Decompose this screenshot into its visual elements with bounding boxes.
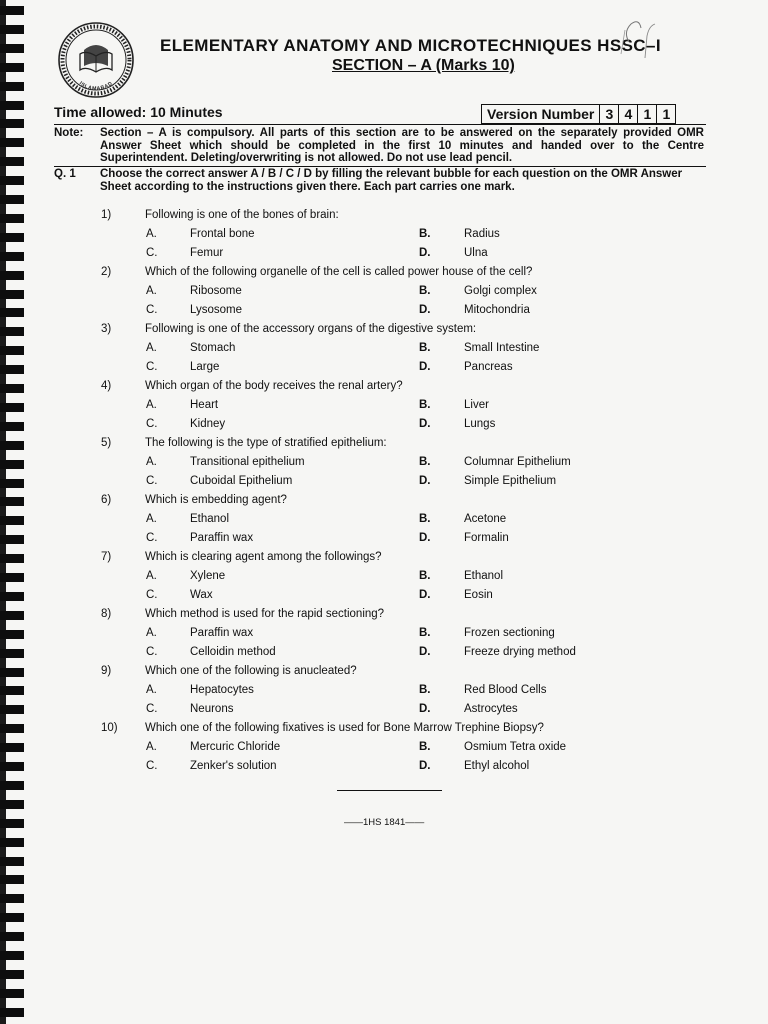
note-label: Note: [54, 127, 84, 139]
binding-hole [0, 573, 24, 582]
option-letter: D. [419, 646, 431, 658]
version-digit: 1 [662, 106, 671, 122]
svg-text:ISLAMABAD: ISLAMABAD [77, 80, 115, 93]
option-text: Small Intestine [464, 342, 540, 354]
option-text: Hepatocytes [190, 684, 254, 696]
option-text: Xylene [190, 570, 226, 582]
question-text: Which organ of the body receives the renal artery? [145, 380, 403, 392]
binding-hole [0, 25, 24, 34]
question-text: The following is the type of stratified epithelium: [145, 437, 387, 449]
option-letter: A. [146, 513, 157, 525]
question-block-instructions: Choose the correct answer A / B / C / D by filling the relevant bubble for each question on the OMR Answer Sheet according to the instructions given there. Each part carries one mark. [100, 168, 683, 193]
binding-strip [0, 0, 26, 1024]
question-number: 10) [101, 722, 118, 734]
board-seal-logo [56, 20, 136, 100]
question-number: 8) [101, 608, 112, 620]
option-letter: B. [419, 228, 431, 240]
option-letter: C. [146, 646, 158, 658]
option-letter: A. [146, 285, 157, 297]
binding-hole [0, 6, 24, 15]
option-text: Ethanol [190, 513, 230, 525]
option-text: Radius [464, 228, 500, 240]
option-text: Eosin [464, 589, 493, 601]
option-letter: D. [419, 475, 431, 487]
question-text: Following is one of the bones of brain: [145, 209, 339, 221]
option-text: Paraffin wax [190, 532, 254, 544]
binding-hole [0, 460, 24, 469]
option-letter: B. [419, 741, 431, 753]
option-letter: C. [146, 247, 158, 259]
question-text: Following is one of the accessory organs of the digestive system: [145, 323, 477, 335]
binding-hole [0, 743, 24, 752]
option-letter: C. [146, 475, 158, 487]
note-text: Section – A is compulsory. All parts of this section are to be answered on the separately provided OMR Answer Sheet which should be completed in the first 10 minutes and handed over to the Centre Superintendent. Deleting/overwriting is not allowed. Do not use lead pencil. [100, 127, 704, 165]
question-block-label: Q. 1 [54, 168, 76, 180]
binding-hole [0, 913, 24, 922]
binding-hole [0, 157, 24, 166]
option-text: Ethyl alcohol [464, 760, 530, 772]
question-text: Which one of the following is anucleated? [145, 665, 357, 677]
option-letter: A. [146, 456, 157, 468]
binding-rail [0, 0, 6, 1024]
binding-hole [0, 516, 24, 525]
question-number: 6) [101, 494, 112, 506]
binding-hole [0, 403, 24, 412]
option-letter: A. [146, 399, 157, 411]
binding-hole [0, 233, 24, 242]
binding-hole [0, 686, 24, 695]
question-number: 1) [101, 209, 112, 221]
binding-hole [0, 951, 24, 960]
option-text: Lysosome [190, 304, 242, 316]
option-letter: B. [419, 456, 431, 468]
binding-hole [0, 970, 24, 979]
binding-hole [0, 1008, 24, 1017]
option-letter: C. [146, 361, 158, 373]
binding-hole [0, 119, 24, 128]
option-text: Large [190, 361, 220, 373]
option-text: Golgi complex [464, 285, 537, 297]
option-letter: A. [146, 342, 157, 354]
option-text: Lungs [464, 418, 496, 430]
option-text: Ethanol [464, 570, 504, 582]
binding-hole [0, 346, 24, 355]
question-number: 9) [101, 665, 112, 677]
header-rule [54, 124, 706, 125]
binding-hole [0, 327, 24, 336]
binding-hole [0, 611, 24, 620]
binding-hole [0, 422, 24, 431]
version-label: Version Number [482, 105, 600, 123]
binding-hole [0, 82, 24, 91]
option-letter: D. [419, 703, 431, 715]
option-letter: B. [419, 399, 431, 411]
option-text: Formalin [464, 532, 509, 544]
binding-hole [0, 365, 24, 374]
option-letter: A. [146, 741, 157, 753]
binding-hole [0, 649, 24, 658]
option-letter: D. [419, 304, 431, 316]
question-number: 5) [101, 437, 112, 449]
question-number: 7) [101, 551, 112, 563]
option-text: Cuboidal Epithelium [190, 475, 293, 487]
binding-hole [0, 857, 24, 866]
footer-paper-code: ——1HS 1841—— [344, 817, 425, 828]
question-text: Which one of the following fixatives is used for Bone Marrow Trephine Biopsy? [145, 722, 544, 734]
binding-hole [0, 63, 24, 72]
option-text: Astrocytes [464, 703, 518, 715]
binding-hole [0, 535, 24, 544]
binding-hole [0, 875, 24, 884]
option-text: Transitional epithelium [190, 456, 305, 468]
option-text: Frozen sectioning [464, 627, 555, 639]
option-letter: B. [419, 513, 431, 525]
binding-hole [0, 497, 24, 506]
note-rule [54, 166, 706, 167]
option-text: Femur [190, 247, 224, 259]
option-text: Neurons [190, 703, 234, 715]
option-letter: C. [146, 703, 158, 715]
footer-rule [337, 790, 442, 791]
question-number: 3) [101, 323, 112, 335]
binding-hole [0, 819, 24, 828]
option-letter: D. [419, 418, 431, 430]
question-text: Which is clearing agent among the followings? [145, 551, 382, 563]
option-letter: A. [146, 627, 157, 639]
option-letter: C. [146, 760, 158, 772]
binding-hole [0, 781, 24, 790]
binding-hole [0, 932, 24, 941]
option-letter: D. [419, 532, 431, 544]
option-letter: D. [419, 589, 431, 601]
option-text: Red Blood Cells [464, 684, 547, 696]
option-letter: B. [419, 684, 431, 696]
version-number-box [481, 104, 676, 124]
binding-hole [0, 44, 24, 53]
option-text: Freeze drying method [464, 646, 576, 658]
option-letter: D. [419, 361, 431, 373]
binding-hole [0, 308, 24, 317]
binding-hole [0, 290, 24, 299]
option-text: Wax [190, 589, 213, 601]
option-text: Simple Epithelium [464, 475, 557, 487]
option-text: Acetone [464, 513, 507, 525]
binding-hole [0, 214, 24, 223]
binding-hole [0, 630, 24, 639]
binding-hole [0, 554, 24, 563]
option-letter: B. [419, 570, 431, 582]
question-text: Which is embedding agent? [145, 494, 287, 506]
binding-hole [0, 800, 24, 809]
binding-hole [0, 705, 24, 714]
binding-hole [0, 252, 24, 261]
option-letter: D. [419, 247, 431, 259]
binding-hole [0, 101, 24, 110]
option-text: Zenker's solution [190, 760, 277, 772]
option-text: Ulna [464, 247, 488, 259]
binding-hole [0, 724, 24, 733]
option-text: Pancreas [464, 361, 513, 373]
option-text: Liver [464, 399, 489, 411]
option-text: Paraffin wax [190, 627, 254, 639]
binding-hole [0, 384, 24, 393]
option-letter: A. [146, 684, 157, 696]
question-text: Which method is used for the rapid sectioning? [145, 608, 385, 620]
option-letter: C. [146, 418, 158, 430]
option-letter: C. [146, 589, 158, 601]
option-letter: C. [146, 304, 158, 316]
question-text: Which of the following organelle of the cell is called power house of the cell? [145, 266, 533, 278]
option-letter: B. [419, 627, 431, 639]
option-letter: A. [146, 228, 157, 240]
binding-hole [0, 195, 24, 204]
option-text: Frontal bone [190, 228, 255, 240]
option-text: Stomach [190, 342, 236, 354]
option-text: Heart [190, 399, 219, 411]
option-letter: D. [419, 760, 431, 772]
option-text: Osmium Tetra oxide [464, 741, 567, 753]
binding-hole [0, 479, 24, 488]
option-text: Mitochondria [464, 304, 530, 316]
option-text: Columnar Epithelium [464, 456, 571, 468]
section-heading: SECTION – A (Marks 10) [332, 57, 515, 74]
version-digit: 3 [600, 105, 619, 123]
option-letter: A. [146, 570, 157, 582]
option-letter: B. [419, 342, 431, 354]
binding-hole [0, 441, 24, 450]
handwritten-mark [615, 14, 665, 64]
option-letter: C. [146, 532, 158, 544]
exam-title: ELEMENTARY ANATOMY AND MICROTECHNIQUES HSSC–I [160, 36, 661, 55]
question-number: 2) [101, 266, 112, 278]
binding-hole [0, 762, 24, 771]
version-digit: 4 [619, 105, 638, 123]
binding-hole [0, 838, 24, 847]
version-digit: 1 [638, 105, 657, 123]
binding-hole [0, 668, 24, 677]
binding-hole [0, 138, 24, 147]
binding-hole [0, 989, 24, 998]
option-text: Ribosome [190, 285, 242, 297]
option-text: Kidney [190, 418, 226, 430]
question-number: 4) [101, 380, 112, 392]
time-allowed: Time allowed: 10 Minutes [54, 104, 223, 120]
option-text: Celloidin method [190, 646, 276, 658]
binding-hole [0, 176, 24, 185]
option-text: Mercuric Chloride [190, 741, 281, 753]
option-letter: B. [419, 285, 431, 297]
binding-hole [0, 592, 24, 601]
binding-hole [0, 894, 24, 903]
binding-hole [0, 271, 24, 280]
